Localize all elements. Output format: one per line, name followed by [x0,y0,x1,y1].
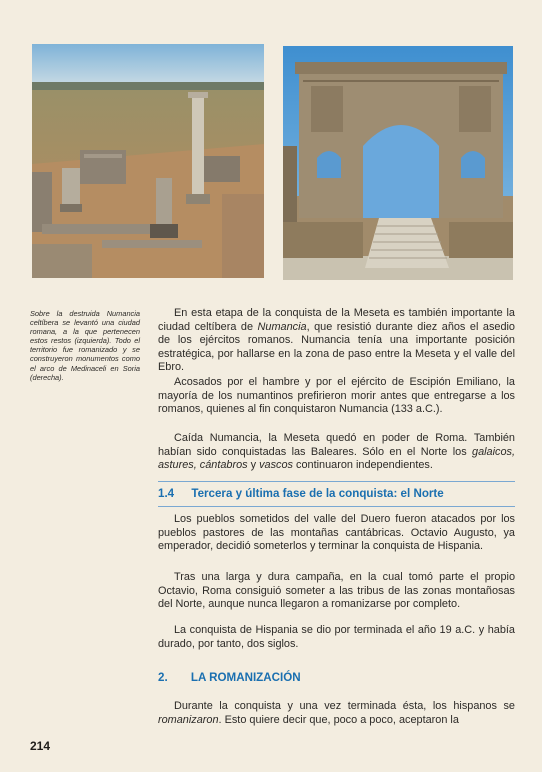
section-heading-2 [158,671,301,684]
medinaceli-arch-photo [283,46,513,280]
section-heading-1-4 [158,487,444,500]
paragraph-fin-conquista: La conquista de Hispania se dio por terminada el año 19 a.C. y había durado, por tanto, dos siglos. [158,624,515,650]
section-title: Tercera y última fase de la conquista: el Norte [191,487,444,500]
paragraph-campana: Tras una larga y dura campaña, en la cual tomó parte el propio Octavio, Roma consiguió someter a las tribus de las zonas montañosas del Norte, aunque nunca llegaron a romanizarse por completo. [158,571,515,611]
paragraph-numancia: En esta etapa de la conquista de la Meseta es también importante la ciudad celtíbera de Numancia, que resistió durante diez años el asedio de los ejércitos romanos. Numancia tenía una importante posición estratégica, por hallarse en la zona de paso entre la Meseta y el valle del Ebro. [158,307,515,374]
section-divider-top [158,481,515,482]
page-number: 214 [30,739,51,753]
paragraph-pueblos-sometidos: Los pueblos sometidos del valle del Duero fueron atacados por los pueblos pastores de las montañas cantábricas. Octavio Augusto, ya emperador, decidió someterlos y terminar la conquista de Hispania. [158,513,515,553]
paragraph-romanizacion: Durante la conquista y una vez terminada ésta, los hispanos se romanizaron. Esto quiere decir que, poco a poco, aceptaron la [158,700,515,726]
photo-caption: Sobre la destruida Numancia celtíbera se levantó una ciudad romana, a la que pertenecen estos restos (izquierda). Todo el territorio fue romanizado y se construyeron monumentos como el arco de Medinaceli en Soria (derecha). [30,309,140,382]
section-divider-bottom [158,506,515,507]
section-number: 2. [158,671,168,684]
paragraph-escipion: Acosados por el hambre y por el ejército de Escipión Emiliano, la mayoría de los numantinos prefirieron morir antes que entregarse a los romanos, quienes al fin conquistaron Numancia (133 a.C.). [158,376,515,416]
numancia-ruins-photo [32,44,264,278]
section-number: 1.4 [158,487,175,500]
paragraph-caida-numancia: Caída Numancia, la Meseta quedó en poder de Roma. También habían sido conquistadas las Baleares. Sólo en el Norte los galaicos, astures, cántabros y vascos continuaron independientes. [158,432,515,472]
section-title: LA ROMANIZACIÓN [190,671,301,684]
